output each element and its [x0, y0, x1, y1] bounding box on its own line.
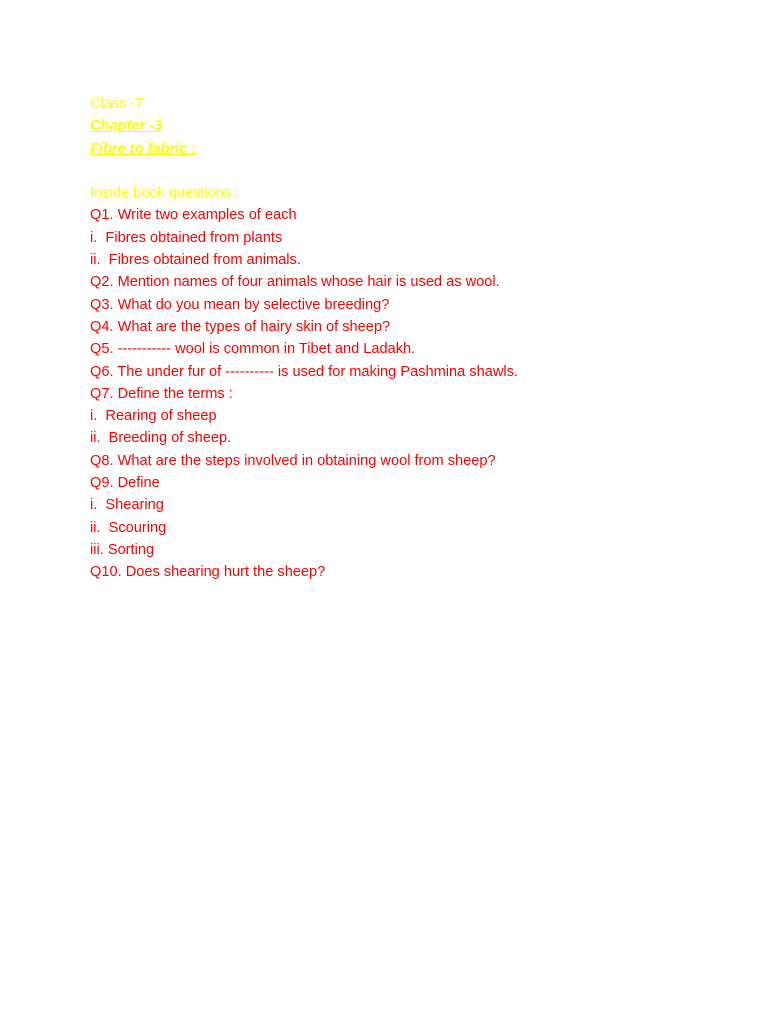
- question-line: ii. Fibres obtained from animals.: [90, 252, 301, 269]
- question-line: iii. Sorting: [90, 541, 155, 558]
- question-line: Q2. Mention names of four animals whose hair is used as wool.: [90, 274, 500, 291]
- question-list: [90, 204, 730, 583]
- section-label: Inside book questions :: [90, 185, 240, 202]
- question-line: ii. Scouring: [90, 519, 167, 536]
- chapter-heading: Chapter -3: [90, 118, 163, 135]
- question-line: Q4. What are the types of hairy skin of sheep?: [90, 318, 391, 335]
- question-line: Q3. What do you mean by selective breeding?: [90, 296, 390, 313]
- question-line: Q5. ----------- wool is common in Tibet and Ladakh.: [90, 341, 416, 358]
- question-line: i. Rearing of sheep: [90, 408, 217, 425]
- question-line: Q9. Define: [90, 475, 160, 492]
- question-line: Q8. What are the steps involved in obtaining wool from sheep?: [90, 452, 496, 469]
- question-line: i. Fibres obtained from plants: [90, 229, 283, 246]
- chapter-title: Fibre to fabric :: [90, 140, 197, 157]
- document-page: [90, 93, 730, 584]
- question-line: Q6. The under fur of ---------- is used for making Pashmina shawls.: [90, 363, 518, 380]
- question-line: Q1. Write two examples of each: [90, 207, 297, 224]
- question-line: i. Shearing: [90, 497, 164, 514]
- question-line: Q7. Define the terms :: [90, 385, 233, 402]
- question-line: Q10. Does shearing hurt the sheep?: [90, 564, 326, 581]
- class-label: Class -7: [90, 96, 144, 112]
- blank-line: [90, 160, 730, 182]
- question-line: ii. Breeding of sheep.: [90, 430, 232, 447]
